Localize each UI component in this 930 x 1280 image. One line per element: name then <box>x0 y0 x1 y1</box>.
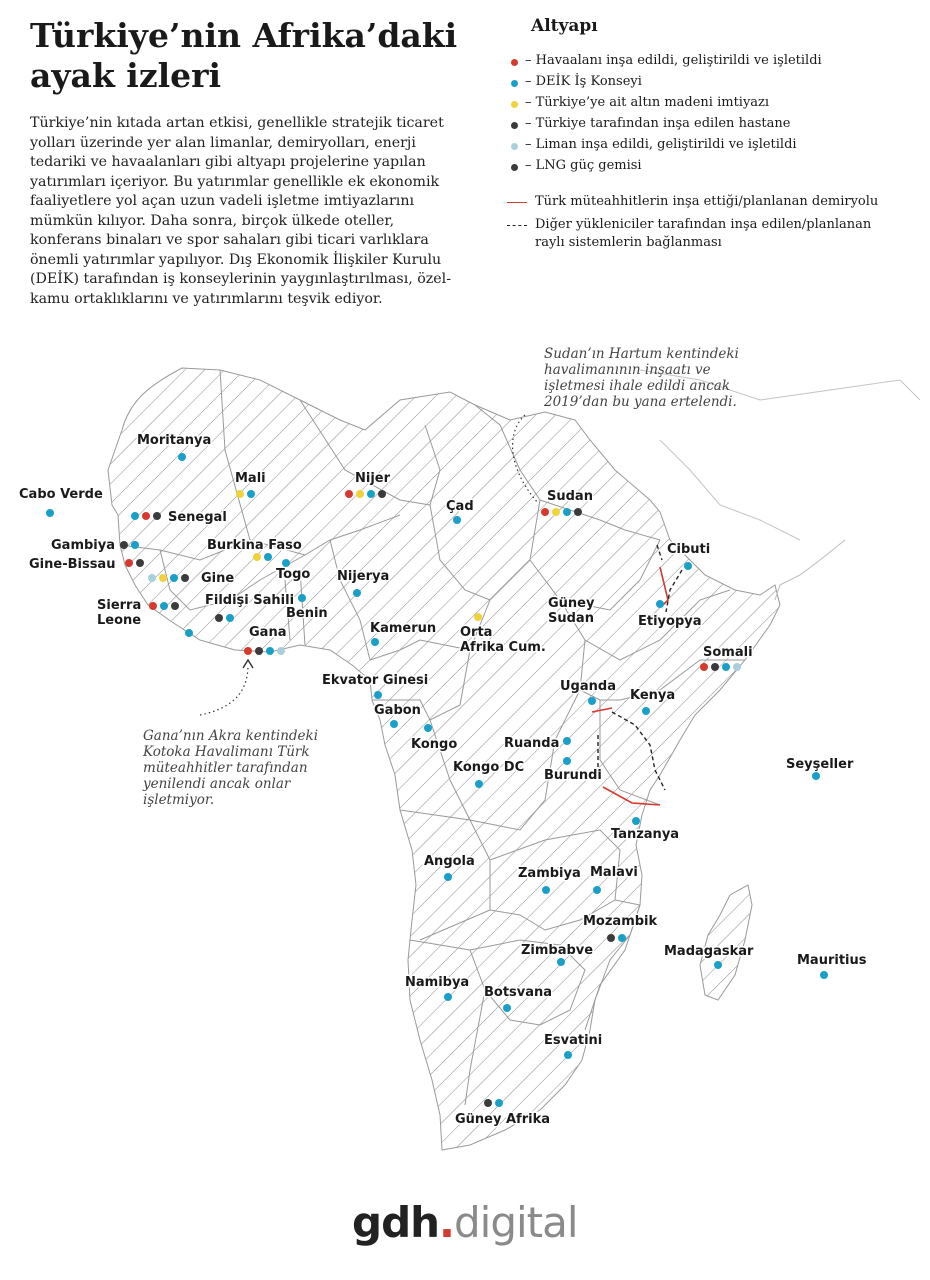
airport-marker <box>142 512 150 520</box>
hospital-marker <box>484 1099 492 1107</box>
hospital-marker <box>120 541 128 549</box>
hospital-marker <box>171 602 179 610</box>
airport-marker <box>700 663 708 671</box>
hospital-marker <box>607 934 615 942</box>
deik-marker <box>266 647 274 655</box>
country-label: Nijer <box>355 471 391 486</box>
deik-marker <box>563 508 571 516</box>
country-label: Kongo <box>411 737 458 752</box>
deik-marker <box>226 614 234 622</box>
country-label: Zambiya <box>518 866 581 881</box>
airport-marker <box>244 647 252 655</box>
hospital-marker <box>255 647 263 655</box>
country-label: Tanzanya <box>611 827 680 842</box>
gold-marker <box>552 508 560 516</box>
country-label: Gana <box>249 625 287 640</box>
page-title: Türkiye’nin Afrika’daki ayak izleri <box>30 16 458 95</box>
country-label: Sudan <box>547 489 593 504</box>
country-label: Orta Afrika Cum. <box>460 625 546 655</box>
annotation-line: havalimanının inşaatı ve <box>544 362 711 378</box>
country-label: Burkina Faso <box>207 538 302 553</box>
country-label: Mali <box>235 471 266 486</box>
country-label: Zimbabve <box>521 943 594 958</box>
country-label: Benin <box>286 606 328 621</box>
deik-marker <box>563 757 571 765</box>
country-label: Cibuti <box>667 542 711 557</box>
deik-marker <box>264 553 272 561</box>
deik-marker <box>495 1099 503 1107</box>
deik-marker <box>131 541 139 549</box>
deik-marker <box>247 490 255 498</box>
deik-marker <box>714 961 722 969</box>
deik-marker <box>178 453 186 461</box>
deik-marker <box>160 602 168 610</box>
country-label: Mauritius <box>797 953 867 968</box>
deik-marker <box>642 707 650 715</box>
deik-marker <box>618 934 626 942</box>
country-label: Senegal <box>168 510 227 525</box>
country-label: Etiyopya <box>638 614 702 629</box>
annotation-line: 2019’dan bu yana ertelendi. <box>544 394 737 410</box>
deik-marker <box>424 724 432 732</box>
country-seyseller <box>786 757 854 780</box>
country-label: Cabo Verde <box>19 487 103 502</box>
deik-marker <box>298 594 306 602</box>
airport-marker <box>149 602 157 610</box>
annotation-line: Gana’nın Akra kentindeki <box>143 728 319 744</box>
airport-dot-icon <box>511 59 518 66</box>
hospital-dot-icon <box>511 122 518 129</box>
deik-marker <box>453 516 461 524</box>
annotation-line: yenilendi ancak onlar <box>143 776 291 792</box>
deik-marker <box>563 737 571 745</box>
dashed-line-icon <box>507 225 527 226</box>
port-dot-icon <box>511 143 518 150</box>
deik-marker <box>820 971 828 979</box>
country-label: Moritanya <box>137 433 212 448</box>
deik-marker <box>503 1004 511 1012</box>
country-label: Malavi <box>590 865 638 880</box>
country-guney-sudan <box>548 596 595 626</box>
gold-marker <box>474 613 482 621</box>
deik-marker <box>444 873 452 881</box>
deik-marker <box>185 629 193 637</box>
country-label: Kongo DC <box>453 760 525 775</box>
hospital-marker <box>378 490 386 498</box>
country-label: Gine-Bissau <box>29 557 116 572</box>
country-label: Botsvana <box>484 985 553 1000</box>
gana-annotation <box>142 728 318 808</box>
gold-marker <box>236 490 244 498</box>
deik-marker <box>542 886 550 894</box>
deik-marker <box>367 490 375 498</box>
country-mauritius <box>797 953 867 979</box>
hospital-marker <box>574 508 582 516</box>
country-label: Gambiya <box>51 538 115 553</box>
country-label: Güney Afrika <box>455 1112 550 1127</box>
country-label: Kenya <box>630 688 676 703</box>
deik-marker <box>632 817 640 825</box>
deik-dot-icon <box>511 80 518 87</box>
country-label: Esvatini <box>544 1033 603 1048</box>
country-label: Sierra Leone <box>97 598 142 628</box>
country-label: Uganda <box>560 679 616 694</box>
deik-marker <box>444 993 452 1001</box>
deik-marker <box>564 1051 572 1059</box>
port-marker <box>148 574 156 582</box>
gold-marker <box>253 553 261 561</box>
country-label: Mozambik <box>583 914 658 929</box>
deik-marker <box>656 600 664 608</box>
legend-title: Altyapı <box>531 16 598 36</box>
country-label: Seyşeller <box>786 757 854 772</box>
deik-marker <box>812 772 820 780</box>
deik-marker <box>593 886 601 894</box>
port-marker <box>733 663 741 671</box>
deik-marker <box>131 512 139 520</box>
annotation-line: müteahhitler tarafından <box>143 760 308 776</box>
gold-marker <box>356 490 364 498</box>
deik-marker <box>371 638 379 646</box>
hospital-marker <box>711 663 719 671</box>
intro-text: Türkiye’nin kıtada artan etkisi, genellikle stratejik ticaret yolları üzerinde yer alan limanlar, demiryolları, enerji tedariki ve havaalanları gibi altyapı projelerine yapılan yatırımları içeriyor. Bu yatırımlar genellikle ek ekonomik faaliyetlere yol açan uzun vadeli işletme imtiyazlarını mümkün kılıyor. Daha sonra, birçok ülkede oteller, konferans binaları ve spor sahaları gibi ticari varlıklara önemli yatırımlar yapılıyor. Dış Ekonomik İlişkiler Kurulu (DEİK) tarafından iş konseylerinin yaygınlaştırılması, özel-kamu ortaklıklarını ve yatırımlarını teşvik ediyor. <box>30 115 452 307</box>
deik-marker <box>170 574 178 582</box>
country-label: Çad <box>446 499 474 514</box>
deik-marker <box>374 691 382 699</box>
port-marker <box>277 647 285 655</box>
red-line-icon <box>507 202 527 203</box>
country-label: Angola <box>424 854 475 869</box>
country-liberya <box>185 629 193 637</box>
deik-marker <box>390 720 398 728</box>
deik-marker <box>46 509 54 517</box>
country-label: Nijerya <box>337 569 390 584</box>
country-label: Somali <box>703 645 753 660</box>
deik-marker <box>588 697 596 705</box>
annotation-line: işletmiyor. <box>143 792 215 808</box>
airport-marker <box>541 508 549 516</box>
country-label: Togo <box>276 567 311 582</box>
gold-marker <box>159 574 167 582</box>
lng-dot-icon <box>511 164 518 171</box>
deik-marker <box>353 589 361 597</box>
annotation-line: işletmesi ihale edildi ancak <box>544 378 731 394</box>
hospital-marker <box>215 614 223 622</box>
country-label: Güney Sudan <box>548 596 595 626</box>
gold-dot-icon <box>511 101 518 108</box>
country-label: Kamerun <box>370 621 437 636</box>
country-cabo-verde <box>19 487 103 517</box>
deik-marker <box>684 562 692 570</box>
country-label: Gabon <box>374 703 421 718</box>
country-label: Burundi <box>544 768 602 783</box>
hospital-marker <box>181 574 189 582</box>
hospital-marker <box>153 512 161 520</box>
country-label: Madagaskar <box>664 944 754 959</box>
country-label: Ekvator Ginesi <box>322 673 429 688</box>
country-somali <box>700 645 753 671</box>
deik-marker <box>722 663 730 671</box>
airport-marker <box>345 490 353 498</box>
annotation-line: Sudan’ın Hartum kentindeki <box>544 346 739 362</box>
country-label: Namibya <box>405 975 470 990</box>
country-label: Fildişi Sahili <box>205 593 295 608</box>
deik-marker <box>557 958 565 966</box>
sudan-annotation <box>543 346 739 410</box>
country-label: Ruanda <box>504 736 560 751</box>
gdh-digital-logo: gdh.digital <box>352 1198 578 1247</box>
deik-marker <box>475 780 483 788</box>
deik-marker <box>282 559 290 567</box>
airport-marker <box>125 559 133 567</box>
country-label: Gine <box>201 571 235 586</box>
hospital-marker <box>136 559 144 567</box>
annotation-line: Kotoka Havalimanı Türk <box>143 744 310 760</box>
